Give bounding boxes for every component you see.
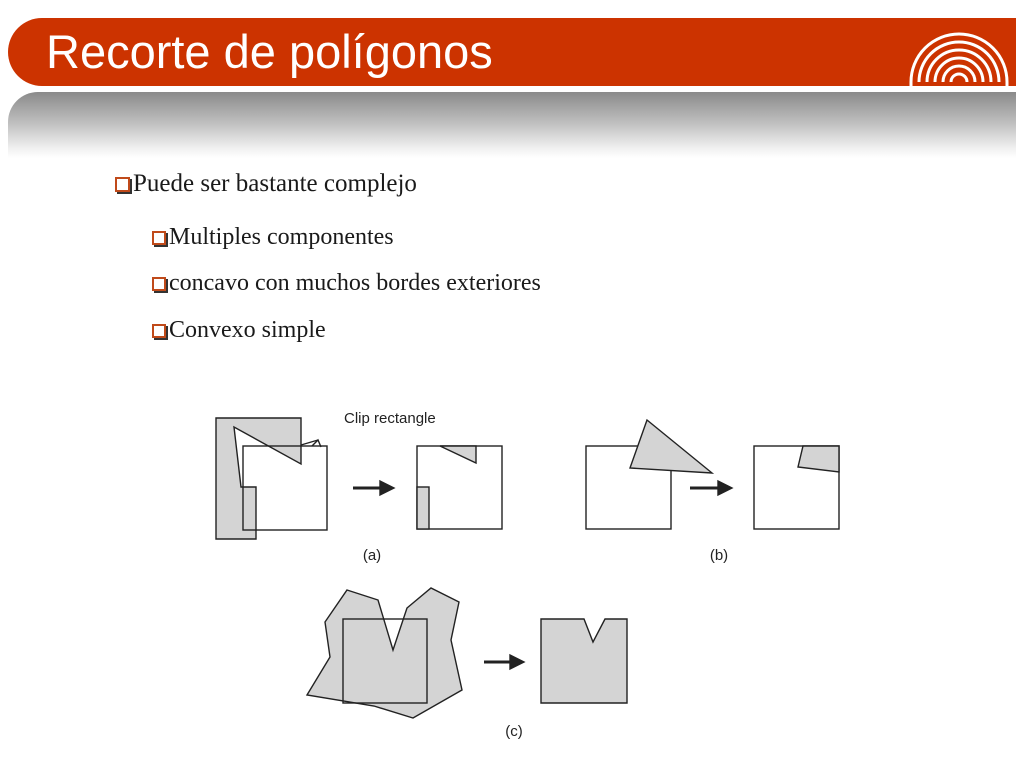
figure-label-a: (a) — [362, 547, 382, 564]
clip-rectangle-label: Clip rectangle — [344, 410, 436, 427]
figure-label-b: (b) — [709, 547, 729, 564]
figure-label-c: (c) — [505, 723, 523, 740]
slide-title: Recorte de polígonos — [46, 25, 493, 78]
bullet-text: Convexo simple — [169, 317, 326, 343]
bullet-text: Puede ser bastante complejo — [133, 170, 417, 197]
bullet-text: Multiples componentes — [169, 224, 394, 250]
bullet-text: concavo con muchos bordes exteriores — [169, 270, 541, 296]
